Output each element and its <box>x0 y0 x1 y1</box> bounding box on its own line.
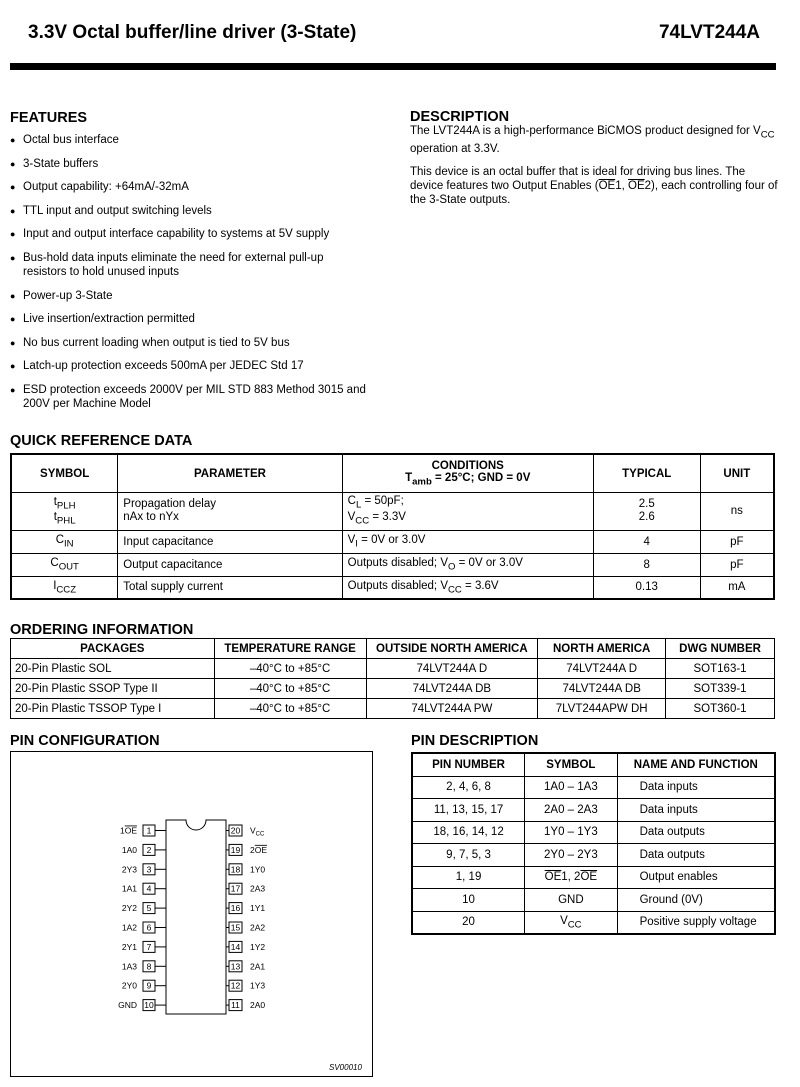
table-row: 10 GND Ground (0V) <box>412 889 775 912</box>
ic-package-drawing <box>11 752 372 1076</box>
col-conditions: CONDITIONS $T_{amb} = 25^\circ C$; GND = 0V <box>342 454 593 493</box>
right-pins <box>226 825 267 1011</box>
pin-number: 20 <box>230 825 241 836</box>
table-row: $C_{OUT}$ Output capacitance Outputs disabled; $V_O = 0V$ or 3.0V 8 pF <box>11 553 774 576</box>
table-header-row: PACKAGES TEMPERATURE RANGE OUTSIDE NORTH AMERICA NORTH AMERICA DWG NUMBER <box>11 639 775 659</box>
feature-item: ● Output capability: +64mA/-32mA <box>10 180 380 194</box>
pin-number: 4 <box>146 883 152 894</box>
diagram-code: SV00010 <box>329 1063 362 1072</box>
col-typical: TYPICAL <box>593 454 700 493</box>
pin-number: 1 <box>146 825 152 836</box>
pin-label: 2Y3 <box>121 864 137 875</box>
description-heading: DESCRIPTION <box>410 109 510 125</box>
pin-label: 2Y0 <box>121 980 137 991</box>
feature-item: ● Bus-hold data inputs eliminate the need for external pull-up resistors to hold unused inputs <box>10 251 353 279</box>
features-heading: FEATURES <box>10 110 88 126</box>
pin-label: 2Y2 <box>121 903 137 914</box>
col-parameter: PARAMETER <box>118 454 342 493</box>
table-row: 18, 16, 14, 12 1Y0 – 1Y3 Data outputs <box>412 821 775 844</box>
ordering-heading: ORDERING INFORMATION <box>10 622 194 638</box>
pin-number: 7 <box>146 941 152 952</box>
pin-description-table <box>411 752 776 935</box>
table-row: 20-Pin Plastic SOL –40°C to +85°C 74LVT244A D 74LVT244A D SOT163-1 <box>11 659 775 679</box>
pin-number: 15 <box>230 922 241 933</box>
header-rule <box>10 63 776 70</box>
feature-item: ● Power-up 3-State <box>10 289 380 303</box>
pin-label: 2A2 <box>250 922 266 933</box>
feature-item: ● Live insertion/extraction permitted <box>10 312 380 326</box>
ordering-table <box>10 638 775 719</box>
table-row: 11, 13, 15, 17 2A0 – 2A3 Data inputs <box>412 799 775 822</box>
pin-label: 1Y2 <box>250 941 266 952</box>
pin-number: 2 <box>146 844 152 855</box>
pin-number: 13 <box>230 961 241 972</box>
pin-label: 1Y3 <box>250 980 266 991</box>
feature-item: ● No bus current loading when output is tied to 5V bus <box>10 336 380 350</box>
table-row: 20-Pin Plastic TSSOP Type I –40°C to +85°C 74LVT244A PW 7LVT244APW DH SOT360-1 <box>11 699 775 719</box>
feature-item: ● Octal bus interface <box>10 133 380 147</box>
pin-number: 18 <box>230 864 241 875</box>
pin-number: 14 <box>230 941 241 952</box>
pin-label: 1A2 <box>121 922 137 933</box>
document-title: 3.3V Octal buffer/line driver (3-State) <box>28 22 357 43</box>
description-paragraph-1: The LVT244A is a high-performance BiCMOS product designed for $V_{CC}$ operation at 3.3V. <box>410 125 775 156</box>
pin-config-diagram <box>10 751 373 1077</box>
col-symbol: SYMBOL <box>11 454 118 493</box>
feature-item: ● 3-State buffers <box>10 157 380 171</box>
ic-body-outline <box>166 820 226 1014</box>
pin-label: 1OE <box>119 825 137 836</box>
pin-number: 10 <box>144 1000 154 1011</box>
table-row: $C_{IN}$ Input capacitance $V_I = 0V$ or 3.0V 4 pF <box>11 530 774 553</box>
part-number: 74LVT244A <box>658 22 760 43</box>
table-row: $I_{CCZ}$ Total supply current Outputs disabled; $V_{CC} = 3.6V$ 0.13 mA <box>11 576 774 599</box>
table-header-row <box>11 454 774 493</box>
pin-label: 1Y1 <box>250 903 266 914</box>
feature-item: ● TTL input and output switching levels <box>10 204 380 218</box>
pin-number: 5 <box>146 903 152 914</box>
feature-item: ● Latch-up protection exceeds 500mA per JEDEC Std 17 <box>10 359 380 373</box>
pin-number: 11 <box>231 1000 240 1011</box>
pin-number: 3 <box>146 864 152 875</box>
pin-number: 9 <box>146 980 152 991</box>
pin-desc-heading: PIN DESCRIPTION <box>411 733 539 749</box>
pin-label: GND <box>118 1000 137 1011</box>
left-pins <box>118 825 166 1011</box>
features-list <box>10 133 380 411</box>
quick-reference-table <box>10 453 775 600</box>
pin-number: 16 <box>230 903 241 914</box>
pin-label: $V_{CC}$ <box>250 825 265 838</box>
pin-number: 8 <box>146 961 152 972</box>
pin-number: 6 <box>146 922 152 933</box>
table-row: 9, 7, 5, 3 2Y0 – 2Y3 Data outputs <box>412 844 775 867</box>
description-paragraph-2: This device is an octal buffer that is ideal for driving bus lines. The device features two Output Enables ($\overline{OE}1$, $\overline{OE}2$), each controlling four of the 3-State outputs. <box>410 166 778 207</box>
pin-label: 1A0 <box>121 844 137 855</box>
table-header-row: PIN NUMBER SYMBOL NAME AND FUNCTION <box>412 753 775 776</box>
table-row: 20-Pin Plastic SSOP Type II –40°C to +85°C 74LVT244A DB 74LVT244A DB SOT339-1 <box>11 679 775 699</box>
pin-label: 2A3 <box>250 883 266 894</box>
table-row: 2, 4, 6, 8 1A0 – 1A3 Data inputs <box>412 776 775 799</box>
pin-label: 1A3 <box>121 961 137 972</box>
pin-number: 12 <box>230 980 241 991</box>
feature-item: ● ESD protection exceeds 2000V per MIL STD 883 Method 3015 and 200V per Machine Model <box>10 383 373 411</box>
pin-label: 1Y0 <box>250 864 266 875</box>
col-unit: UNIT <box>700 454 774 493</box>
features-section <box>10 110 380 421</box>
pin-label: 1A1 <box>121 883 137 894</box>
pin-number: 19 <box>230 844 241 855</box>
table-row: 1, 19 $\overline{OE}1$, $2\overline{OE}$ Output enables <box>412 866 775 889</box>
pin-config-heading: PIN CONFIGURATION <box>10 733 160 749</box>
table-row: $t_{PLH}$ $t_{PHL}$ Propagation delay nAx to nYx $C_L = 50pF$; $V_{CC} = 3.3V$ 2.5 2.6 ns <box>11 493 774 531</box>
pin-label: 2A1 <box>250 961 266 972</box>
pin-label: 2A0 <box>250 1000 266 1011</box>
pin-label: 2OE <box>250 844 268 855</box>
description-section <box>410 110 780 216</box>
feature-item: ● Input and output interface capability to systems at 5V supply <box>10 227 380 241</box>
qrd-heading: QUICK REFERENCE DATA <box>10 433 193 449</box>
pin-label: 2Y1 <box>121 941 137 952</box>
pin-number: 17 <box>230 883 241 894</box>
table-row: 20 $V_{CC}$ Positive supply voltage <box>412 911 775 934</box>
